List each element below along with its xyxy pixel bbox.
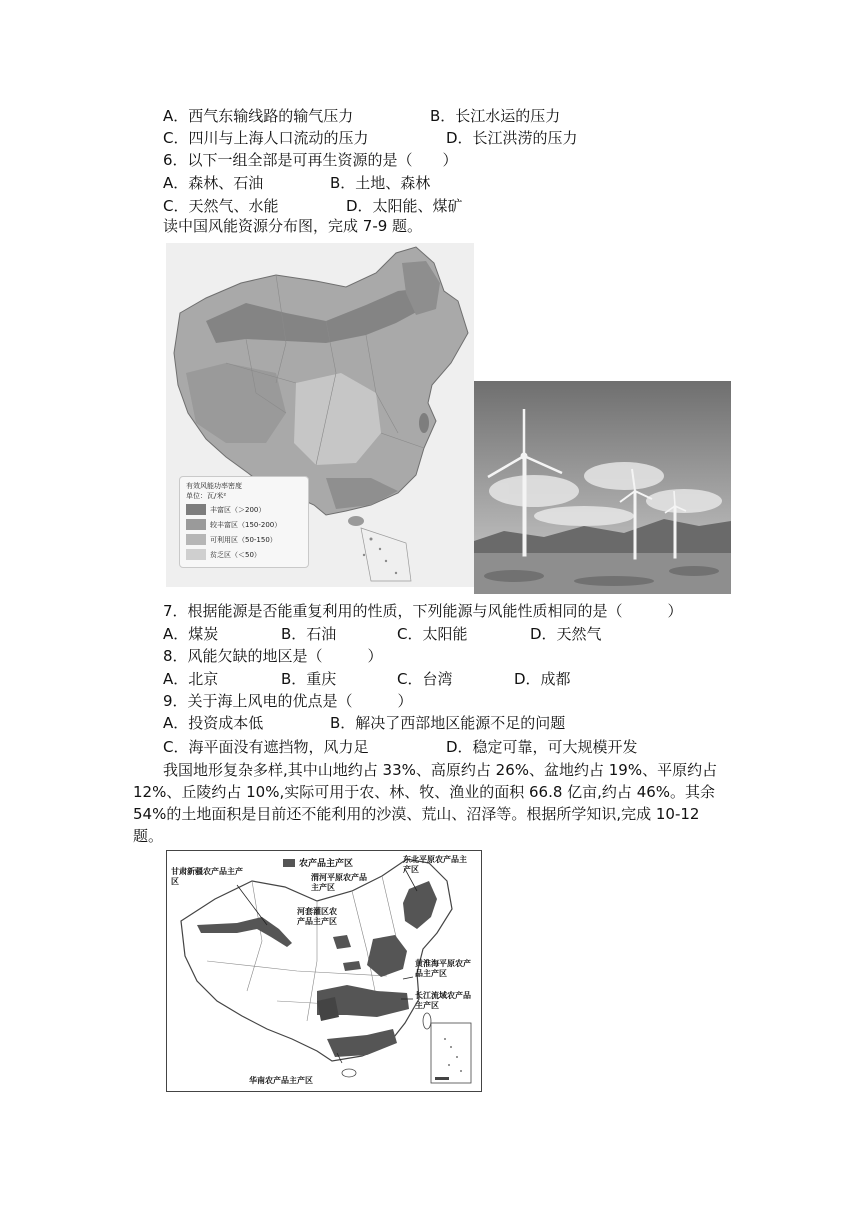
- wind-legend-item: 丰富区（＞200）: [186, 503, 302, 516]
- wind-turbine-photo: [474, 381, 731, 594]
- label-hetao: 河套灌区农产品主产区: [297, 907, 337, 926]
- label-changjiang: 长江流域农产品主产区: [415, 991, 471, 1010]
- q7-stem: 7．根据能源是否能重复利用的性质，下列能源与风能性质相同的是（ ）: [163, 602, 683, 620]
- q7-option-a: A．煤炭: [163, 625, 219, 643]
- q5-option-b: B．长江水运的压力: [430, 107, 561, 125]
- wind-resource-map: [166, 243, 474, 587]
- wind-legend-item: 贫乏区（＜50）: [186, 548, 302, 561]
- q5-option-a: A．西气东输线路的输气压力: [163, 107, 354, 125]
- q8-stem: 8．风能欠缺的地区是（ ）: [163, 647, 383, 665]
- q6-stem: 6．以下一组全部是可再生资源的是（ ）: [163, 151, 458, 169]
- q6-option-a: A．森林、石油: [163, 174, 264, 192]
- q8-option-d: D．成都: [514, 670, 571, 688]
- q7-option-c: C．太阳能: [397, 625, 468, 643]
- label-northeast: 东北平原农产品主产区: [403, 855, 467, 874]
- q5-option-d: D．长江洪涝的压力: [446, 129, 578, 147]
- wind-legend-item: 可利用区（50-150）: [186, 533, 302, 546]
- q9-option-c: C．海平面没有遮挡物，风力足: [163, 738, 369, 756]
- q9-stem: 9．关于海上风电的优点是（ ）: [163, 692, 413, 710]
- label-gansu-xinjiang: 甘肃新疆农产品主产区: [171, 867, 243, 886]
- intro-10-12: 我国地形复杂多样,其中山地约占 33%、高原约占 26%、盆地约占 19%、平原约占 12%、丘陵约占 10%,实际可用于农、林、牧、渔业的面积 66.8 亿亩,约占 46%。其余 54%的土地面积是目前还不能利用的沙漠、荒山、沼泽等。根据所学知识,完成 10-12 题。: [133, 761, 718, 845]
- q6-option-c: C．天然气、水能: [163, 197, 279, 215]
- q9-option-a: A．投资成本低: [163, 714, 264, 732]
- label-weihe: 渭河平原农产品主产区: [311, 873, 367, 892]
- q9-option-d: D．稳定可靠，可大规模开发: [446, 738, 638, 756]
- wind-legend-title: 有效风能功率密度: [186, 482, 242, 490]
- agri-region-map: [166, 850, 482, 1092]
- q9-option-b: B．解决了西部地区能源不足的问题: [330, 714, 566, 732]
- q6-option-d: D．太阳能、煤矿: [346, 197, 463, 215]
- label-huanan: 华南农产品主产区: [249, 1076, 313, 1085]
- wind-legend-item: 较丰富区（150-200）: [186, 518, 302, 531]
- q8-option-a: A．北京: [163, 670, 219, 688]
- wind-map-legend: [179, 476, 309, 568]
- q7-option-d: D．天然气: [530, 625, 602, 643]
- q6-option-b: B．土地、森林: [330, 174, 431, 192]
- q8-option-c: C．台湾: [397, 670, 453, 688]
- q5-option-c: C．四川与上海人口流动的压力: [163, 129, 369, 147]
- q7-option-b: B．石油: [281, 625, 337, 643]
- q8-option-b: B．重庆: [281, 670, 337, 688]
- intro-7-9: 读中国风能资源分布图，完成 7-9 题。: [163, 217, 423, 235]
- wind-legend-unit: 单位：瓦/米²: [186, 492, 227, 500]
- agri-legend-label: 农产品主产区: [299, 859, 354, 869]
- label-huanghuaihai: 黄淮海平原农产品主产区: [415, 959, 471, 978]
